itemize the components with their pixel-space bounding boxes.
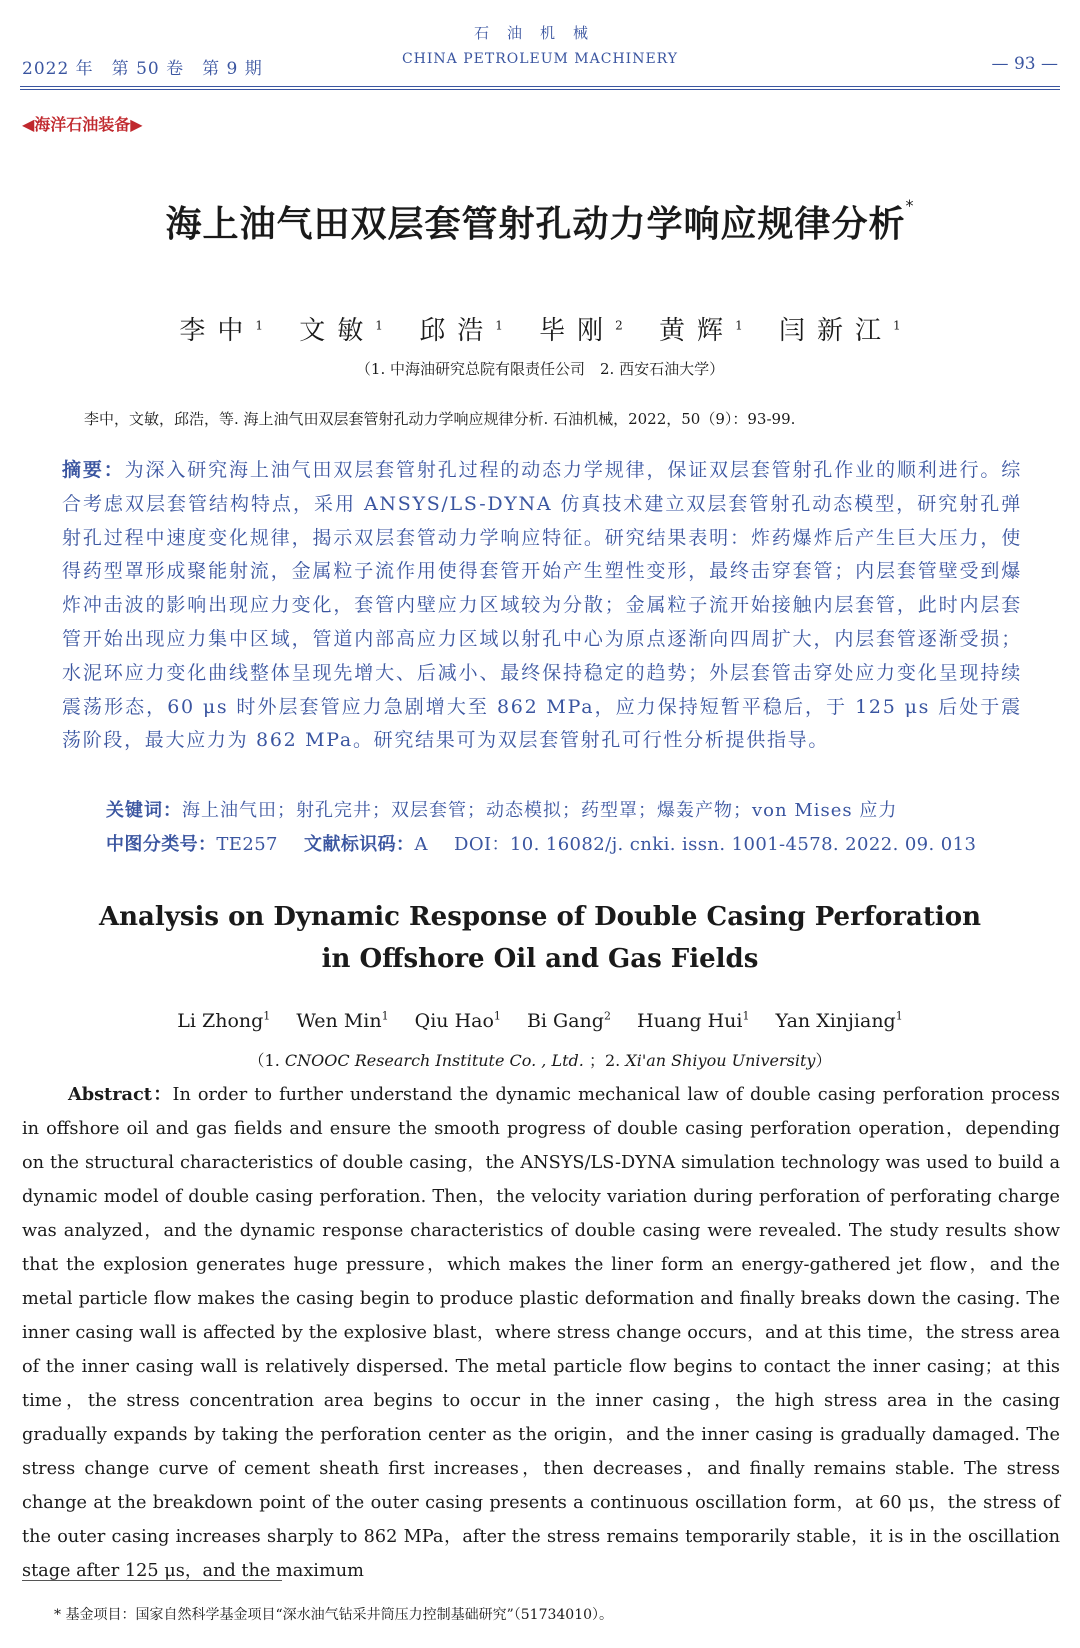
author-cn-name: 李中 <box>179 316 256 346</box>
author-cn-aff: 1 <box>735 318 743 333</box>
keywords-text: 海上油气田；射孔完井；双层套管；动态模拟；药型罩；爆轰产物；von Mises 应力 <box>182 800 898 821</box>
author-en <box>415 1010 501 1032</box>
funding-footnote: * 基金项目：国家自然科学基金项目“深水油气钻采井筒压力控制基础研究”（51734010）。 <box>54 1607 614 1623</box>
doi-value: 10. 16082/j. cnki. issn. 1001-4578. 2022. 09. 013 <box>509 834 977 855</box>
affiliation-cn: （1. 中海油研究总院有限责任公司 2. 西安石油大学） <box>355 360 725 378</box>
abstract-cn <box>62 454 1022 758</box>
abstract-en <box>22 1078 1060 1588</box>
keywords-label: 关键词： <box>106 800 182 821</box>
doi-label: DOI： <box>453 834 510 855</box>
author-cn-aff: 1 <box>892 318 901 333</box>
journal-issue: 2022 年 第 50 卷 第 9 期 <box>22 59 263 79</box>
abstract-cn-text: 为深入研究海上油气田双层套管射孔过程的动态力学规律，保证双层套管射孔作业的顺利进行。综合考虑双层套管结构特点，采用 ANSYS/LS-DYNA 仿真技术建立双层套管射孔动态模型，研究射孔弹射孔过程中速度变化规律，揭示双层套管动力学响应特征。研究结果表明：炸药爆炸后产生巨大压力，使得药型罩形成聚能射流，金属粒子流作用使得套管开始产生塑性变形，最终击穿套管；内层套管壁受到爆炸冲击波的影响出现应力变化，套管内壁应力区域较为分散；金属粒子流开始接触内层套管，此时内层套管开始出现应力集中区域，管道内部高应力区域以射孔中心为原点逐渐向四周扩大，内层套管逐渐受损；水泥环应力变化曲线整体呈现先增大、后减小、最终保持稳定的趋势；外层套管击穿处应力变化呈现持续震荡形态，60 μs 时外层套管应力急剧增大至 862 MPa，应力保持短暂平稳后，于 125 μs 后处于震荡阶段，最大应力为 862 MPa。研究结果可为双层套管射孔可行性分析提供指导。 <box>62 459 1022 752</box>
author-cn-aff: 1 <box>495 318 503 333</box>
author-en-aff: 2 <box>603 1010 611 1023</box>
abstract-en-text: In order to further understand the dynamic mechanical law of double casing perforation process in offshore oil and gas fields and ensure the smooth progress of double casing perforation operation，depending on the structural characteristics of double casing，the ANSYS/LS-DYNA simulation technology was used to build a dynamic model of double casing perforation. Then，the velocity variation during perforation of perforating charge was analyzed，and the dynamic response characteristics of double casing were revealed. The study results show that the explosion generates huge pressure，which makes the liner form an energy-gathered jet flow，and the metal particle flow makes the casing begin to produce plastic deformation and finally breaks down the casing. The inner casing wall is affected by the explosive blast，where stress change occurs，and at this time，the stress area of the inner casing wall is relatively dispersed. The metal particle flow begins to contact the inner casing；at this time，the stress concentration area begins to occur in the inner casing，the high stress area in the casing gradually expands by taking the perforation center as the origin，and the inner casing is gradually damaged. The stress change curve of cement sheath first increases，then decreases，and finally remains stable. The stress change at the breakdown point of the outer casing presents a continuous oscillation form，at 60 μs，the stress of the outer casing increases sharply to 862 MPa，after the stress remains temporarily stable，it is in the oscillation stage after 125 μs，and the maximum <box>22 1085 1060 1581</box>
author-en <box>527 1010 611 1032</box>
author-cn-name: 毕刚 <box>539 316 616 346</box>
author-cn-name: 文敏 <box>299 316 376 346</box>
author-cn <box>299 316 383 346</box>
journal-masthead <box>0 22 1080 67</box>
authors-en <box>0 1010 1080 1032</box>
affiliation-en <box>0 1048 1080 1071</box>
author-cn-name: 邱浩 <box>419 316 496 346</box>
author-en <box>177 1010 270 1032</box>
author-cn <box>419 316 503 346</box>
abstract-en-label: Abstract： <box>68 1084 173 1105</box>
abstract-cn-label: 摘要： <box>62 459 125 481</box>
author-en <box>776 1010 903 1032</box>
clc-label: 中图分类号： <box>106 834 217 855</box>
author-en-aff: 1 <box>381 1010 389 1023</box>
author-cn-name: 闫新江 <box>778 316 893 346</box>
author-en-aff: 1 <box>742 1010 750 1023</box>
authors-cn <box>0 310 1080 347</box>
title-footnote-mark: * <box>905 196 915 215</box>
footnote-rule <box>22 1580 282 1581</box>
author-cn <box>779 316 901 346</box>
doc-code-label: 文献标识码： <box>304 834 415 855</box>
author-en-name: Li Zhong <box>177 1010 264 1033</box>
author-cn-aff: 1 <box>255 318 264 333</box>
aff-en-inst-2: Xi'an Shiyou University <box>625 1051 816 1070</box>
title-cn-text: 海上油气田双层套管射孔动力学响应规律分析 <box>165 204 906 245</box>
author-cn-aff: 1 <box>375 318 383 333</box>
author-cn-name: 黄辉 <box>659 316 736 346</box>
header-rule <box>20 86 1060 90</box>
author-en <box>296 1010 388 1032</box>
author-cn <box>179 316 263 346</box>
author-cn-aff: 2 <box>615 318 623 333</box>
author-en <box>637 1010 749 1032</box>
clc-value: TE257 <box>216 834 278 855</box>
journal-name-en: CHINA PETROLEUM MACHINERY <box>401 51 679 67</box>
author-cn <box>539 316 623 346</box>
keywords <box>106 796 897 822</box>
author-en-aff: 1 <box>493 1010 501 1023</box>
title-en-line-2: in Offshore Oil and Gas Fields <box>321 944 759 974</box>
aff-en-open: （1. <box>248 1051 280 1070</box>
classification-line <box>106 830 976 856</box>
author-en-aff: 1 <box>263 1010 271 1023</box>
author-en-name: Wen Min <box>296 1010 382 1033</box>
author-en-name: Yan Xinjiang <box>775 1010 896 1033</box>
author-en-name: Bi Gang <box>526 1010 604 1033</box>
journal-name-cn: 石油机械 <box>473 24 606 42</box>
author-en-name: Huang Hui <box>637 1010 743 1033</box>
aff-en-inst-1: CNOOC Research Institute Co. , Ltd. <box>284 1051 584 1070</box>
author-cn <box>659 316 743 346</box>
doc-code-value: A <box>414 834 428 855</box>
section-label: ◀海洋石油装备▶ <box>22 115 143 134</box>
title-en-line-1: Analysis on Dynamic Response of Double Casing Perforation <box>98 902 982 932</box>
title-en <box>0 896 1080 980</box>
page-number: — 93 — <box>991 54 1058 74</box>
aff-en-close: ） <box>815 1051 832 1070</box>
title-cn <box>0 196 1080 247</box>
author-en-aff: 1 <box>895 1010 903 1023</box>
citation: 李中，文敏，邱浩，等. 海上油气田双层套管射孔动力学响应规律分析. 石油机械，2022，50（9）：93-99. <box>84 410 796 428</box>
author-en-name: Qiu Hao <box>414 1010 494 1033</box>
aff-en-sep: ；2. <box>588 1051 621 1070</box>
